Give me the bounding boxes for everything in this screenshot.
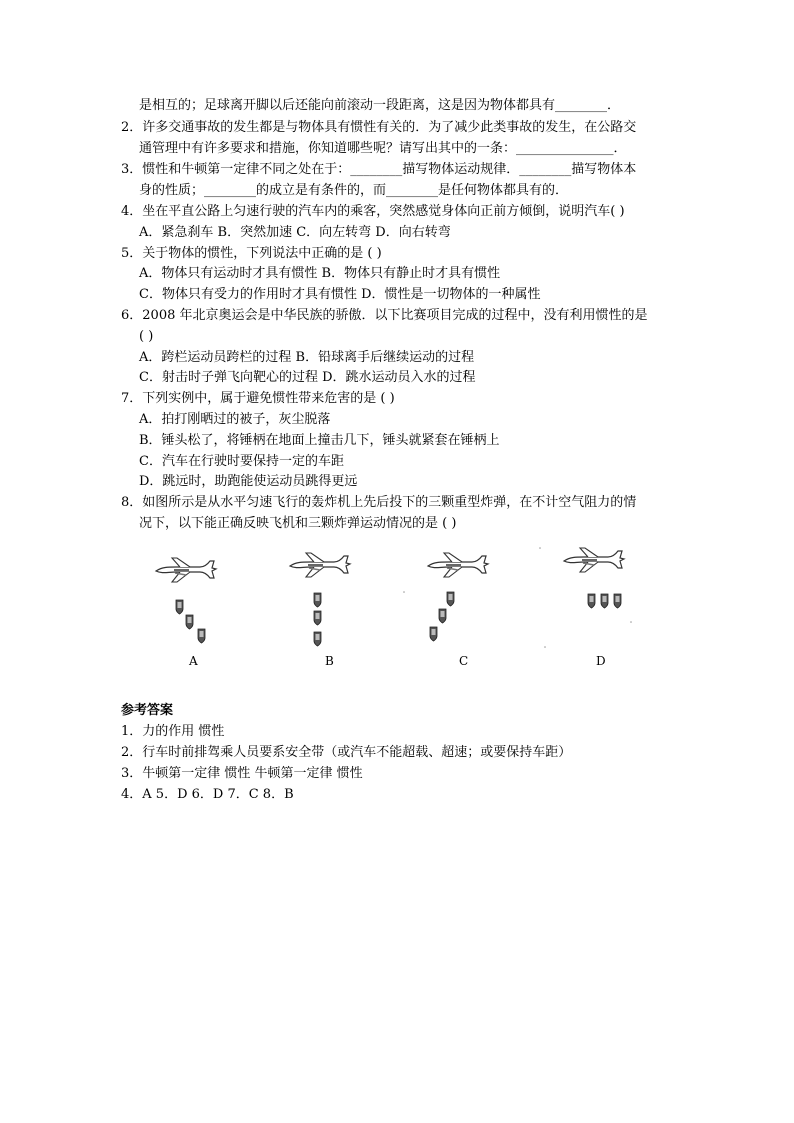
option-a-label: A	[189, 654, 198, 668]
q7-stem: 7．下列实例中，属于避免惯性带来危害的是 ( )	[121, 391, 395, 406]
q4-options: A．紧急刹车 B．突然加速 C．向左转弯 D．向右转弯	[139, 225, 451, 240]
option-d-plane	[564, 548, 624, 572]
option-c-bomb	[447, 592, 454, 606]
option-a-bomb	[198, 629, 205, 643]
q1-line-1: 是相互的；足球离开脚以后还能向前滚动一段距离，这是因为物体都具有________．	[139, 98, 621, 113]
q6-stem-1: 6．2008 年北京奥运会是中华民族的骄傲．以下比赛项目完成的过程中，没有利用惯性的是	[121, 308, 648, 323]
option-b-bomb	[314, 593, 321, 607]
q6-options-ab: A．跨栏运动员跨栏的过程 B．铅球离手后继续运动的过程	[139, 350, 475, 365]
answer-line-4: 4．A 5．D 6．D 7．C 8．B	[121, 787, 294, 802]
q6-stem-2: ( )	[139, 329, 154, 344]
q8-stem-1: 8．如图所示是从水平匀速飞行的轰炸机上先后投下的三颗重型炸弹，在不计空气阻力的情	[121, 495, 637, 510]
q8-figure	[140, 540, 660, 675]
q8-stem-2: 况下，以下能正确反映飞机和三颗炸弹运动情况的是 ( )	[139, 516, 457, 531]
q5-options-cd: C．物体只有受力的作用时才具有惯性 D．惯性是一切物体的一种属性	[139, 287, 541, 302]
q3-line-1: 3．惯性和牛顿第一定律不同之处在于：________描写物体运动规律．________描写物体本	[121, 162, 637, 177]
q4-stem: 4．坐在平直公路上匀速行驶的汽车内的乘客，突然感觉身体向正前方倾倒，说明汽车( )	[121, 204, 625, 219]
option-b-label: B	[325, 654, 334, 668]
option-c-bomb	[430, 627, 437, 641]
q6-options-cd: C．射击时子弹飞向靶心的过程 D．跳水运动员入水的过程	[139, 370, 476, 385]
option-b-bomb	[314, 632, 321, 646]
option-d-bomb	[588, 594, 595, 608]
option-a-plane	[156, 558, 216, 582]
q7-option-c: C．汽车在行驶时要保持一定的车距	[139, 454, 344, 469]
q2-line-1: 2．许多交通事故的发生都是与物体具有惯性有关的．为了减少此类事故的发生，在公路交	[121, 120, 637, 135]
answers-title: 参考答案	[121, 703, 174, 718]
option-a-bomb	[186, 615, 193, 629]
option-d-bomb	[614, 594, 621, 608]
option-b-bomb	[314, 611, 321, 625]
option-a-bomb	[176, 600, 183, 614]
q7-option-d: D．跳远时，助跑能使运动员跳得更远	[139, 474, 358, 489]
option-c-label: C	[459, 654, 469, 668]
q2-line-2: 通管理中有许多要求和措施，你知道哪些呢？请写出其中的一条：_______________．	[139, 141, 627, 156]
q7-option-b: B．锤头松了，将锤柄在地面上撞击几下，锤头就紧套在锤柄上	[139, 433, 500, 448]
option-d-label: D	[596, 654, 606, 668]
q7-option-a: A．拍打刚晒过的被子，灰尘脱落	[139, 412, 331, 427]
option-d-bomb	[601, 594, 608, 608]
option-c-bomb	[439, 609, 446, 623]
option-b-plane	[290, 553, 350, 577]
answer-line-1: 1．力的作用 惯性	[121, 724, 225, 739]
answer-line-2: 2．行车时前排驾乘人员要系安全带（或汽车不能超载、超速；或要保持车距）	[121, 745, 572, 760]
q3-line-2: 身的性质；________的成立是有条件的，而________是任何物体都具有的．	[139, 183, 569, 198]
q5-options-ab: A．物体只有运动时才具有惯性 B．物体只有静止时才具有惯性	[139, 266, 501, 281]
bomber-diagram	[140, 540, 660, 675]
option-c-plane	[428, 553, 488, 577]
q5-stem: 5．关于物体的惯性，下列说法中正确的是 ( )	[121, 246, 382, 261]
answer-line-3: 3．牛顿第一定律 惯性 牛顿第一定律 惯性	[121, 766, 363, 781]
